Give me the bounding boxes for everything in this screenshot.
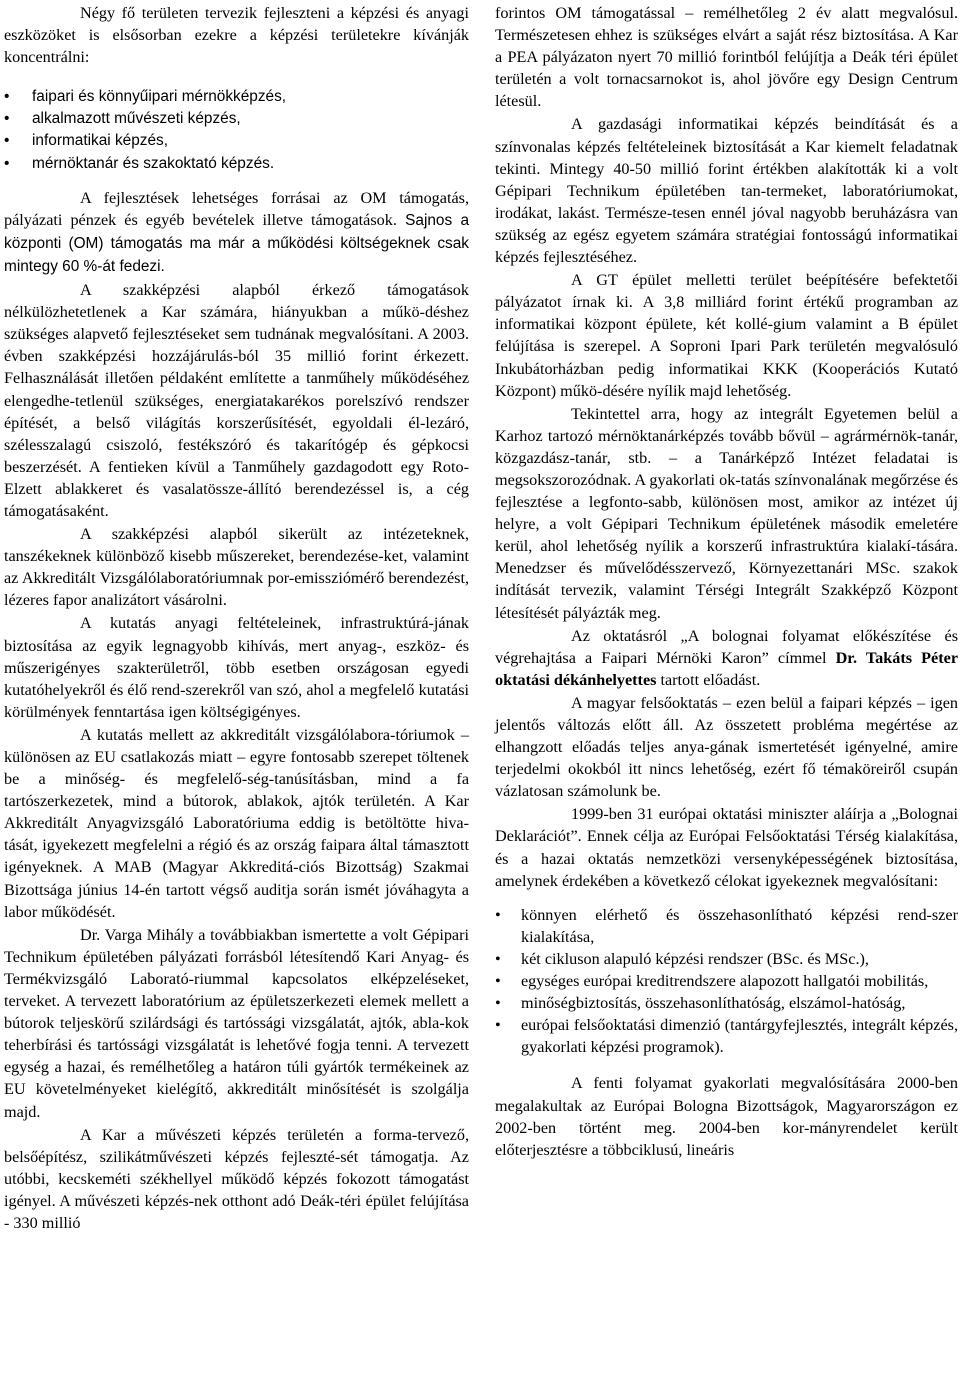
- paragraph: forintos OM támogatással – remélhetőleg 2 év alatt megvalósul. Természetesen ehhez is szükséges elvárt a saját rész biztosítása. A Kar a PEA pályázaton nyert 70 millió forintból felújítja a Deák téri épület területén a volt tornacsarnokot is, ahol jövőre egy Design Centrum létesül.: [495, 4, 958, 111]
- list-item: • faipari és könnyűipari mérnökképzés,: [4, 86, 469, 108]
- paragraph-text: Sajnos a központi (OM) támogatás ma már a működési költségeknek csak mintegy 60 %-át fedezi.: [4, 211, 469, 275]
- list-item: • két cikluson alapuló képzési rendszer (BSc. és MSc.),: [495, 948, 958, 970]
- paragraph: [4, 187, 469, 278]
- list-item: • európai felsőoktatási dimenzió (tantárgyfejlesztés, integrált képzés, gyakorlati képzési programok).: [495, 1014, 958, 1058]
- list-item: • minőségbiztosítás, összehasonlíthatóság, elszámol-hatóság,: [495, 992, 958, 1014]
- focus-areas-list: [4, 86, 469, 174]
- list-item: • informatikai képzés,: [4, 130, 469, 152]
- paragraph: A kutatás mellett az akkreditált vizsgálólabora-tóriumok – különösen az EU csatlakozás miatt – egyre fontosabb szerepet töltenek be a minőség- és megfelelő-ség-tanúsításban, mind a fa tartószerkezetek, mind a bútorok, ablakok, ajtók területén. A Kar Akkreditált Anyagvizsgáló Laboratóriuma eddig is betöltötte hiva-tását, igyekezett megfelelni a régió és az ország faipara által támasztott igényeknek. A MAB (Magyar Akkreditá-ciós Bizottság) Szakmai Bizottsága június 14-én tartott végső auditja során ismét jóváhagyta a labor működését.: [4, 725, 469, 921]
- paragraph: A magyar felsőoktatás – ezen belül a faipari képzés – igen jelentős változás előtt áll. Az összetett probléma megértése az elhangzott előadás teljes anya-gának ismertetését igényelné, amire terjedelmi okokból itt nincs lehetőség, ezért fő témaköreiről csupán vázlatosan számolunk be.: [495, 693, 958, 801]
- paragraph: A szakképzési alapból érkező támogatások nélkülözhetetlenek a Kar számára, hiányukban a műkö-déshez szükséges alapvető fejlesztéseket sem tudnának megvalósítani. A 2003. évben szakképzési hozzájárulás-ból 35 millió forint érkezett. Felhasználását illetően példaként említette a tanműhely működéséhez elengedhe-tetlenül szükséges, energiatakarékos porelszívó rendszer építését, a belső világítás korszerűsítését, egyoldali él-lezáró, szélesszalagú csiszoló, festékszóró és takarítógép és gépkocsi beszerzését. A fentieken kívül a Tanműhely gazdagodott egy Roto-Elzett ablakkeret és vasalatössze-állító berendezéssel is, a cég támogatásaként.: [4, 281, 469, 520]
- list-item: • alkalmazott művészeti képzés,: [4, 108, 469, 130]
- right-column: [495, 2, 958, 1162]
- paragraph-text: tartott előadást.: [656, 670, 761, 689]
- paragraph-text: Az oktatásról „A bolognai folyamat előkészítése és végrehajtása a Faipari Mérnöki Karon” címmel: [495, 626, 958, 667]
- paragraph: Dr. Varga Mihály a továbbiakban ismertette a volt Gépipari Technikum épületében pályázati forrásból létesítendő Kari Anyag- és Termékvizsgáló Laborató-riummal kapcsolatos elképzeléseket, terveket. A tervezett laboratórium az épületszerkezeti elemek mellett a bútorok teljeskörű szilárdsági és tartóssági vizsgálatát, ajtók, abla-kok teherbírási és tartóssági vizsgálatát is lehetővé fogja tenni. A tervezett egység a hazai, és remélhetőleg a határon túli gyártók termékeinek az EU követelményeket kielégítő, akkreditált minősítését is szolgálja majd.: [4, 925, 469, 1121]
- paragraph: A fenti folyamat gyakorlati megvalósítására 2000-ben megalakultak az Európai Bologna Bizottságok, Magyarországon ez 2002-ben történt meg. 2004-ben kor-mányrendelet került előterjesztésre a többciklusú, lineáris: [495, 1074, 958, 1159]
- paragraph: A szakképzési alapból sikerült az intézeteknek, tanszékeknek különböző kisebb műszereket, berendezése-ket, valamint az Akkreditált Vizsgálólaboratóriumnak por-emissziómérő berendezést, lézeres fapor analizátort vásárolni.: [4, 525, 469, 610]
- paragraph: A kutatás anyagi feltételeinek, infrastruktúrá-jának biztosítása az egyik legnagyobb kihívás, mert anyag-, eszköz- és műszerigényes szakterületről, több esetben országosan egyedi kutatóhelyekről és élő rend-szerekről van szó, ahol a megfelelő kutatási körülmények fenntartása igen költségigényes.: [4, 614, 469, 721]
- list-item: • egységes európai kreditrendszere alapozott hallgatói mobilitás,: [495, 970, 958, 992]
- paragraph: A gazdasági informatikai képzés beindítását és a színvonalas képzés feltételeinek biztosítását a Kar kiemelt feladatnak tekinti. Mintegy 40-50 millió forint értékben alakították ki a volt Gépipari Technikum épületében tan-termeket, laboratóriumokat, irodákat, lakást. Természe-tesen ennél jóval nagyobb beruházásra van szükség az egész egyetem számára stratégiai fontosságú informatikai képzés fejlesztéséhez.: [495, 115, 958, 267]
- paragraph-text: A fejlesztések lehetséges forrásai az OM támogatás, pályázati pénzek és egyéb bevételek illetve támogatások.: [4, 188, 469, 229]
- paragraph: Négy fő területen tervezik fejleszteni a képzési és anyagi eszközöket is elsősorban ezekre a képzési területekre kívánják koncentrálni:: [4, 4, 469, 67]
- paragraph: 1999-ben 31 európai oktatási miniszter aláírja a „Bolognai Deklarációt”. Ennek célja az Európai Felsőoktatási Térség kialakítása, és a hazai oktatás nemzetközi versenyképességének biztosítása, amelynek érdekében a következő célokat igyekeznek megvalósítani:: [495, 805, 958, 890]
- paragraph: A Kar a művészeti képzés területén a forma-tervező, belsőépítész, szilikátművészeti képzés fejleszté-sét támogatja. Az utóbbi, kecskeméti székhellyel működő képzés fokozott támogatást igényel. A művészeti képzés-nek otthont adó Deák-téri épület felújítása - 330 millió: [4, 1125, 469, 1232]
- left-column: [4, 2, 469, 1235]
- bologna-goals-list: [495, 904, 958, 1059]
- paragraph: Tekintettel arra, hogy az integrált Egyetemen belül a Karhoz tartozó mérnöktanárképzés tovább bővül – agrármérnök-tanár, közgazdász-tanár, stb. – a Tanárképző Intézet feladatai is megsokszorozódnak. A gyakorlati ok-tatás színvonalának megőrzése és fejlesztése a legfonto-sabb, különösen most, amikor az intézet új helyre, a volt Gépipari Technikum épületének második emeletére kerül, ahol lehetőség nyílik a korszerű infrastruktúra kialakí-tására. Menedzser és művelődésszervező, Környezettanári MSc. szakok indítását tervezik, valamint Térségi Integrált Szakképző Központ létesítését pályázták meg.: [495, 404, 958, 622]
- paragraph: [495, 625, 958, 691]
- list-item: • mérnöktanár és szakoktató képzés.: [4, 153, 469, 175]
- list-item: • könnyen elérhető és összehasonlítható képzési rend-szer kialakítása,: [495, 904, 958, 948]
- speaker-name: Dr. Takáts Péter oktatási dékánhelyettes: [495, 648, 959, 689]
- paragraph: A GT épület melletti terület beépítésére befektetői pályázatot írnak ki. A 3,8 milliárd forint értékű programban az informatikai központ épülete, két kollé-gium valamint a B épület felújítása is szerepel. A Soproni Ipari Park területén megvalósuló Inkubátorházban pedig informatikai KKK (Kooperációs Kutató Központ) műkö-désére nyílik majd lehetőség.: [495, 271, 958, 400]
